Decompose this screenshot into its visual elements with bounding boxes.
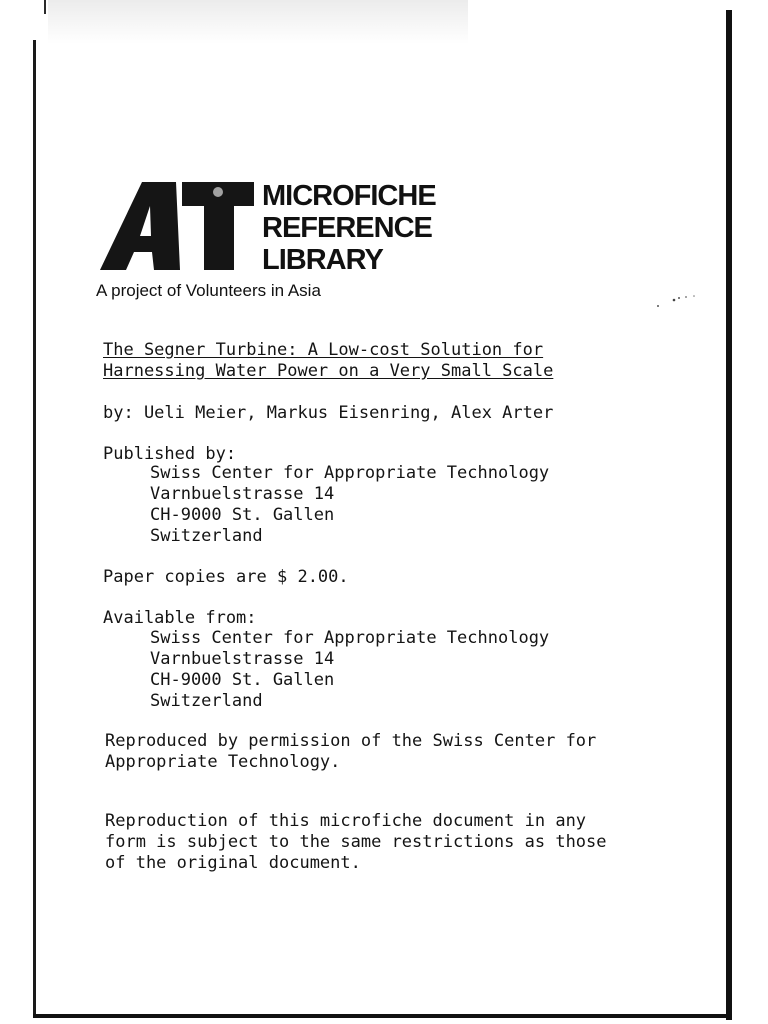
restriction-line-1: Reproduction of this microfiche document in any — [105, 811, 587, 831]
right-page-border — [726, 10, 732, 1020]
scan-smudge — [48, 0, 468, 44]
distributor-name: Swiss Center for Appropriate Technology — [150, 628, 550, 648]
permission-line-1: Reproduced by permission of the Swiss Center for — [105, 731, 597, 751]
published-by-label: Published by: — [103, 444, 237, 464]
restriction-line-2: form is subject to the same restrictions as those — [105, 832, 607, 852]
authors: by: Ueli Meier, Markus Eisenring, Alex Arter — [103, 403, 554, 423]
publisher-country: Switzerland — [150, 526, 263, 546]
bottom-page-border — [33, 1014, 732, 1018]
restriction-line-3: of the original document. — [105, 853, 361, 873]
distributor-street: Varnbuelstrasse 14 — [150, 649, 335, 669]
document-title-line-2: Harnessing Water Power on a Very Small Scale — [103, 361, 554, 381]
scan-speck — [652, 292, 702, 310]
logo-line-reference: REFERENCE — [262, 212, 432, 244]
logo-line-microfiche: MICROFICHE — [262, 180, 436, 212]
document-title-line-1: The Segner Turbine: A Low-cost Solution for — [103, 340, 544, 360]
available-from-label: Available from: — [103, 608, 257, 628]
scan-edge-mark — [44, 0, 46, 14]
distributor-country: Switzerland — [150, 691, 263, 711]
at-logo-mark — [96, 180, 256, 272]
price-note: Paper copies are $ 2.00. — [103, 567, 349, 587]
left-page-border — [33, 40, 36, 1015]
publisher-street: Varnbuelstrasse 14 — [150, 484, 335, 504]
publisher-city: CH-9000 St. Gallen — [150, 505, 335, 525]
logo-wordmark — [262, 180, 436, 276]
permission-line-2: Appropriate Technology. — [105, 752, 341, 772]
logo-tagline: A project of Volunteers in Asia — [96, 281, 321, 300]
publisher-name: Swiss Center for Appropriate Technology — [150, 463, 550, 483]
distributor-city: CH-9000 St. Gallen — [150, 670, 335, 690]
logo-line-library: LIBRARY — [262, 244, 383, 276]
